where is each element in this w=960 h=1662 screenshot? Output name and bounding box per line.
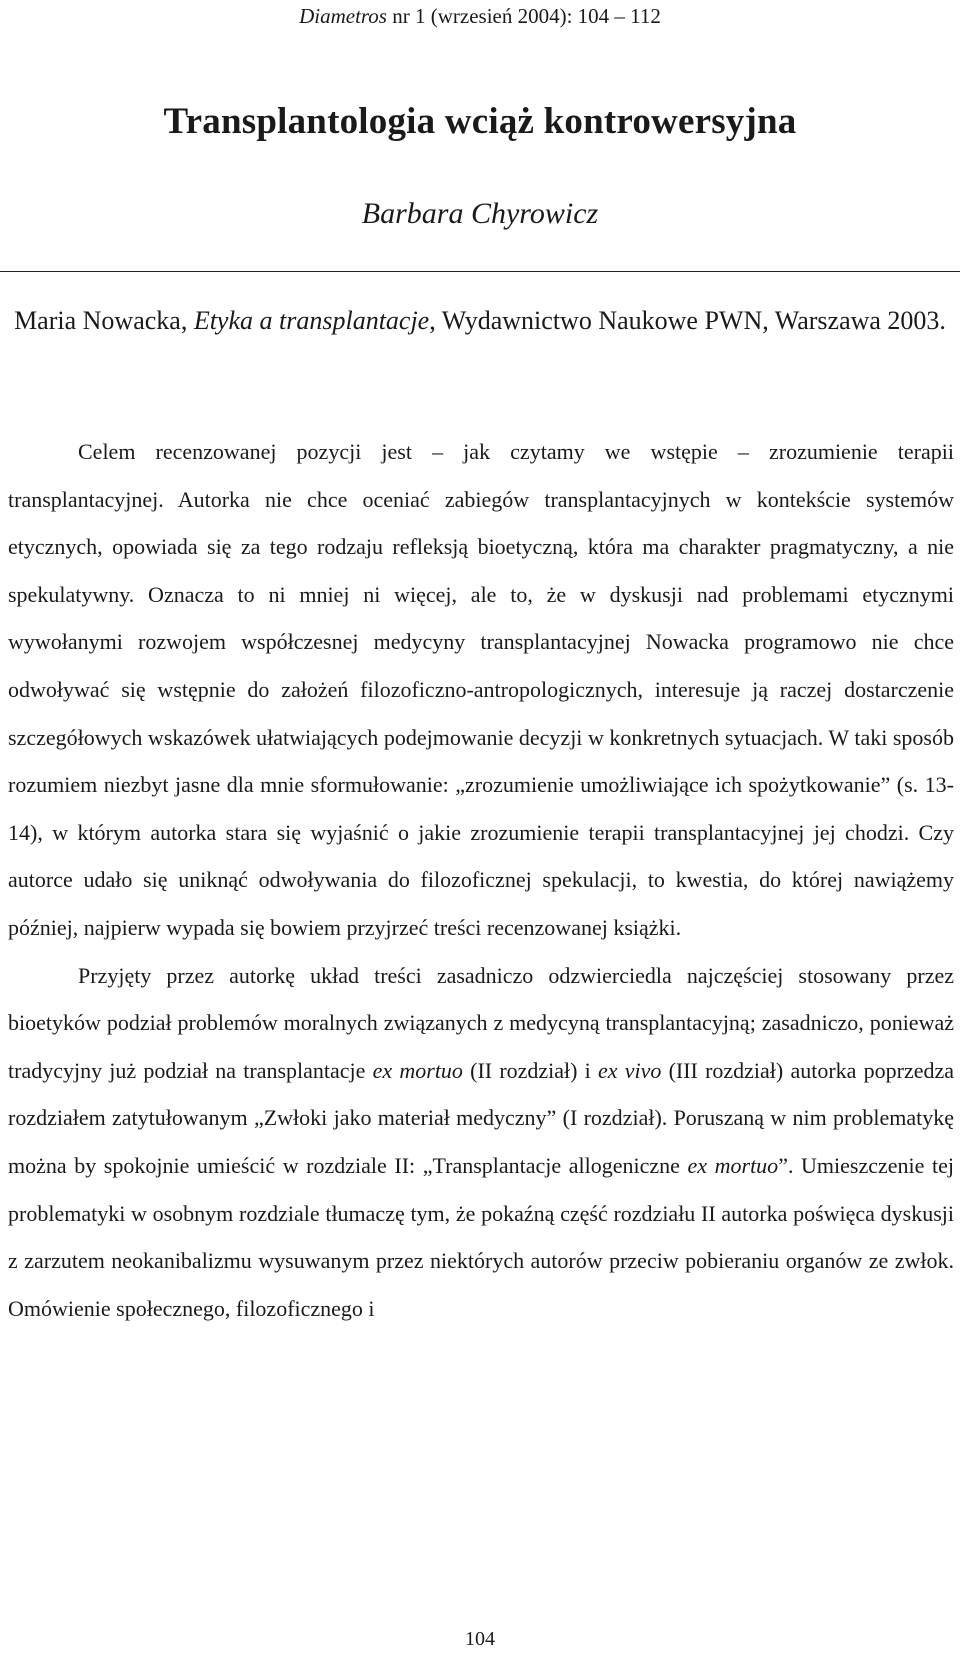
paragraph-2: [8, 952, 954, 1333]
divider: [0, 271, 960, 272]
paragraph-2-italic-1: ex mortuo: [372, 1057, 463, 1083]
book-title: Etyka a transplantacje: [193, 306, 430, 335]
running-header: [0, 4, 960, 29]
article-author: Barbara Chyrowicz: [361, 197, 599, 230]
review-body: [8, 428, 954, 1332]
paragraph-2-part-4: ”. Umieszczenie tej problematyki w osobnym rozdziale tłumaczę tym, że pokaźną część rozdziału II autorka poświęca dyskusji z zarzutem neokanibalizmu wysuwanym przez niektórych autorów przeciw pobieraniu organów ze zwłok. Omówienie społecznego, filozoficznego i: [8, 1152, 954, 1321]
book-publisher: , Wydawnictwo Naukowe PWN, Warszawa 2003.: [429, 306, 946, 335]
journal-name: Diametros: [299, 4, 387, 28]
paragraph-2-part-1: Przyjęty przez autorkę układ treści zasadniczo odzwierciedla najczęściej stosowany przez bioetyków podział problemów moralnych związanych z medycyną transplantacyjną; zasadniczo, ponieważ tradycyjny już podział na transplantacje: [8, 962, 954, 1083]
article-title: Transplantologia wciąż kontrowersyjna: [163, 101, 797, 142]
journal-issue: nr 1 (wrzesień 2004): 104 – 112: [392, 4, 661, 28]
paragraph-1: Celem recenzowanej pozycji jest – jak czytamy we wstępie – zrozumienie terapii transplantacyjnej. Autorka nie chce oceniać zabiegów transplantacyjnych w kontekście systemów etycznych, opowiada się za tego rodzaju refleksją bioetyczną, która ma charakter pragmatyczny, a nie spekulatywny. Oznacza to ni mniej ni więcej, ale to, że w dyskusji nad problemami etycznymi wywołanymi rozwojem współczesnej medycyny transplantacyjnej Nowacka programowo nie chce odwoływać się wstępnie do założeń filozoficzno-antropologicznych, interesuje ją raczej dostarczenie szczegółowych wskazówek ułatwiających podejmowanie decyzji w konkretnych sytuacjach. W taki sposób rozumiem niezbyt jasne dla mnie sformułowanie: „zrozumienie umożliwiające ich spożytkowanie” (s. 13-14), w którym autorka stara się wyjaśnić o jakie zrozumienie terapii transplantacyjnej jej chodzi. Czy autorce udało się uniknąć odwoływania do filozoficznej spekulacji, to kwestia, do której nawiążemy później, najpierw wypada się bowiem przyjrzeć treści recenzowanej książki.: [8, 439, 954, 940]
paragraph-2-part-2: (II rozdział) i: [462, 1057, 598, 1083]
page-number: 104: [465, 1628, 495, 1650]
book-author: Maria Nowacka,: [14, 306, 194, 335]
reviewed-book-citation: [6, 299, 954, 343]
paragraph-2-italic-3: ex mortuo: [687, 1152, 779, 1178]
paragraph-2-part-3: (III rozdział) autorka poprzedza rozdziałem zatytułowanym „Zwłoki jako materiał medyczny” (I rozdział). Poruszaną w nim problematykę można by spokojnie umieścić w rozdziale II: „Transplantacje allogeniczne: [8, 1057, 955, 1178]
paragraph-2-italic-2: ex vivo: [598, 1057, 662, 1083]
